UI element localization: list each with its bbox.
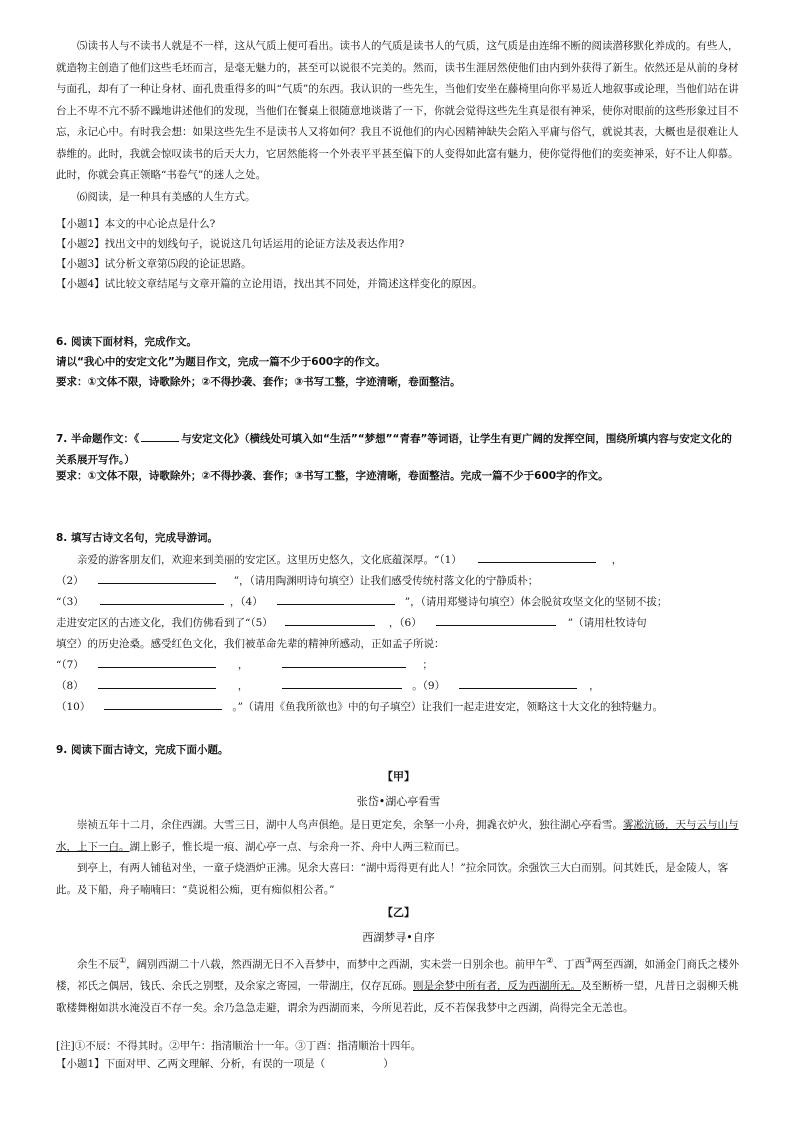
sub-question-3: 【小题3】试分析文章第⑸段的论证思路。	[56, 258, 252, 270]
text-yi-paragraph: 余生不辰①，阔别西湖二十八载，然西湖无日不入吾梦中，而梦中之西湖，实未尝一日别余也。前甲午②、丁酉③两至西湖，如涌金门商氏之楼外楼，祁氏之偶居，钱氏、余氏之别墅，及余家之寄园，一带湖庄，仅存瓦砾。则是余梦中所有者，反为西湖所无。及至断桥一望，凡昔日之弱柳夭桃歌楼舞榭如洪水淹没百不存一矣。余乃急急走避，谓余为西湖而来，今所见若此，反不若保我梦中之西湖，尚得完全无恙也。	[56, 956, 740, 1014]
blank-8[interactable]	[98, 676, 216, 689]
blank-7b[interactable]	[282, 655, 406, 668]
underlined-sentence-yi: 则是余梦中所有者，反为西湖所无。	[413, 980, 581, 992]
guide-line-4: 走进安定区的古迹文化，我们仿佛看到了“（5） ，（6） ”（请用杜牧诗句	[56, 613, 756, 633]
blank-5[interactable]	[285, 613, 375, 626]
guide-line-7: （8） ， 。（9） ，	[56, 676, 756, 696]
blank-8b[interactable]	[282, 676, 402, 689]
guide-line-3: “（3） ，（4） ”，（请用郑燮诗句填空）体会脱贫攻坚文化的坚韧不拔；	[56, 592, 756, 612]
blank-4[interactable]	[277, 592, 395, 605]
underlined-sentence-jia: 雾凇沆砀，天与云与山与水，上下一白。	[56, 819, 739, 853]
text-jia-paragraph-2: 到亭上，有两人铺毡对坐，一童子烧酒炉正沸。见余大喜曰：“湖中焉得更有此人！”拉余同饮。余强饮三大白而别。问其姓氏，是金陵人，客此。及下船，舟子喃喃曰：“莫说相公痴，更有痴似相公者。”	[56, 862, 729, 896]
annotation-note: [注]①不辰：不得其时。②甲午：指清顺治十一年。③丁酉：指清顺治十四年。	[56, 1040, 422, 1052]
guide-line-8: （10） 。”（请用《鱼我所欲也》中的句子填空）让我们一起走进安定，领略这十大文化的独特魅力。	[56, 697, 756, 717]
blank-7[interactable]	[98, 655, 216, 668]
guide-line-5: 填空）的历史沧桑。感受红色文化，我们被革命先辈的精神所感动，正如孟子所说：	[56, 638, 445, 650]
passage-paragraph-5: ⑸读书人与不读书人就是不一样，这从气质上便可看出。读书人的气质是读书人的气质，这气质是由连绵不断的阅读潜移默化养成的。有些人，就造物主创造了他们这些毛坯而言，是毫无魅力的，甚至可以说很不完美的。然而，读书生涯居然使他们由内到外获得了新生。依然还是从前的身材与面孔，却有了一种让身材、面孔贵重得多的叫“气质”的东西。我认识的一些先生，当他们安坐在藤椅里向你平易近人地叙事或论理，当他们站在讲台上不卑不亢不骄不躁地讲述他们的发现，当他们在餐桌上很随意地谈谐了一下，你就会觉得这些先生真是很有神采，使你对眼前的这些形象过目不忘，永记心中。有时我会想：如果这些先生不是读书人又将如何？我且不说他们的内心因精神缺失会陷入平庸与俗气，就说其表，大概也是很难让人恭维的。此时，我就会惊叹读书的后天大力，它居然能将一个外表平平甚至偏下的人变得如此富有魅力，使你觉得他们的奕奕神采，好不让人仰慕。此时，你就会真正领略“书卷气”的迷人之处。	[56, 40, 739, 181]
answer-blank[interactable]	[329, 1055, 379, 1067]
blank-1[interactable]	[478, 550, 596, 563]
question-7-blank[interactable]	[141, 429, 179, 442]
question-9-title: 9. 阅读下面古诗文，完成下面小题。	[56, 744, 229, 756]
blank-3[interactable]	[100, 592, 224, 605]
sub-question-1: 【小题1】本文的中心论点是什么?	[56, 218, 216, 230]
blank-2[interactable]	[98, 571, 216, 584]
question-7-prompt	[56, 429, 741, 471]
note-mark-2: ②	[546, 956, 554, 965]
question-7-prefix: 7. 半命题作文：《	[56, 433, 140, 445]
blank-9[interactable]	[459, 676, 577, 689]
question-9-sub-1: 【小题1】下面对甲、乙两文理解、分析，有误的一项是（ ）	[56, 1054, 756, 1074]
question-6-prompt: 请以“我心中的安定文化”为题目作文，完成一篇不少于600字的作文。	[56, 356, 386, 368]
question-8-title: 8. 填写古诗文名句，完成导游词。	[56, 532, 218, 544]
sub-question-2: 【小题2】找出文中的划线句子，说说这几句话运用的论证方法及表达作用?	[56, 238, 405, 250]
text-jia-label: 【甲】	[382, 770, 415, 783]
question-7-requirements: 要求：①文体不限，诗歌除外；②不得抄袭、套作；③书写工整，字迹清晰，卷面整洁。完成一篇不少于600字的作文。	[56, 470, 609, 482]
text-yi-title: 西湖梦寻•自序	[362, 931, 435, 944]
sub-question-4: 【小题4】试比较文章结尾与文章开篇的立论用语，找出其不同处，并简述这样变化的原因。	[56, 278, 483, 290]
blank-10[interactable]	[104, 697, 222, 710]
note-mark-3: ③	[584, 956, 593, 965]
guide-line-6: “（7） ， ；	[56, 655, 756, 675]
question-7-suffix: 与安定文化》（横线处可填入如“生活”“梦想”“青春”等词语，让学生有更广阔的发挥空间，围绕所填内容与安定文化的关系展开写作。）	[56, 433, 732, 466]
guide-line-2: （2） ”，（请用陶渊明诗句填空）让我们感受传统村落文化的宁静质朴；	[56, 571, 756, 591]
blank-6[interactable]	[436, 613, 556, 626]
text-jia-title: 张岱•湖心亭看雪	[356, 795, 441, 808]
question-6-title: 6. 阅读下面材料，完成作文。	[56, 336, 197, 348]
question-6-requirements: 要求：①文体不限，诗歌除外；②不得抄袭、套作；③书写工整，字迹清晰，卷面整洁。	[56, 376, 461, 388]
note-mark-1: ①	[119, 956, 127, 965]
guide-line-1: 亲爱的游客朋友们，欢迎来到美丽的安定区。这里历史悠久，文化底蕴深厚。“（1） ，	[77, 550, 777, 570]
passage-paragraph-6: ⑹阅读，是一种具有美感的人生方式。	[77, 191, 256, 203]
text-yi-label: 【乙】	[382, 906, 415, 919]
text-jia-paragraph-1: 崇祯五年十二月，余住西湖。大雪三日，湖中人鸟声俱绝。是日更定矣，余拏一小舟，拥毳衣炉火，独往湖心亭看雪。雾凇沆砀，天与云与山与水，上下一白。湖上影子，惟长堤一痕、湖心亭一点、与余舟一芥、舟中人两三粒而已。	[56, 819, 739, 853]
